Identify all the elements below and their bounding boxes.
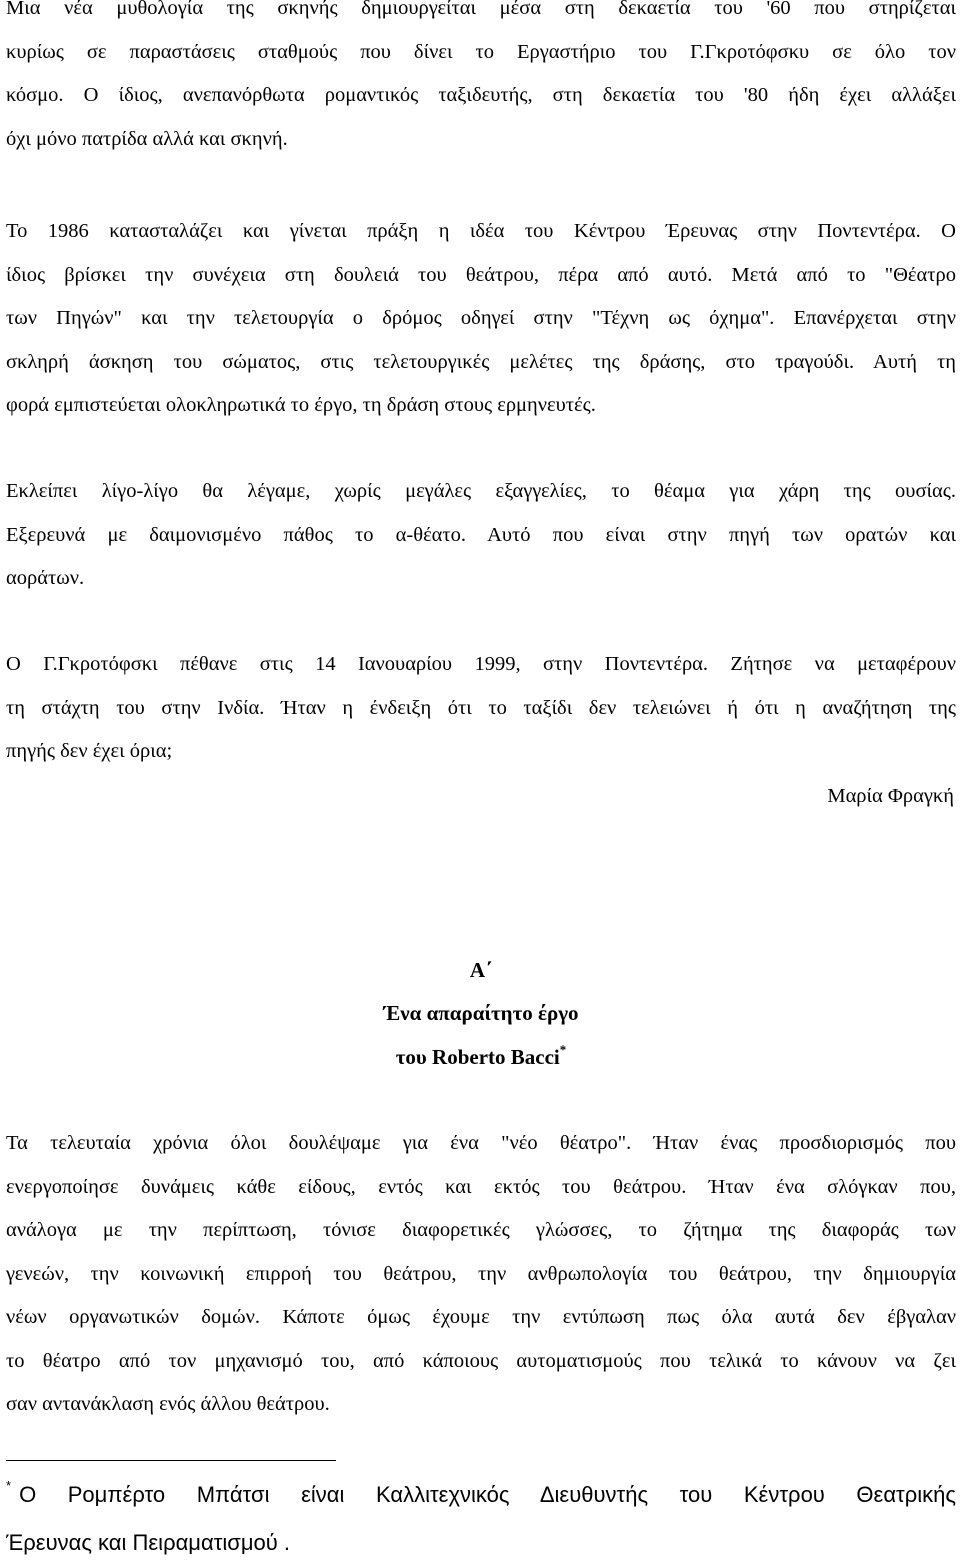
- paragraph-3: [6, 470, 956, 601]
- text-line: σαν αντανάκλαση ενός άλλου θεάτρου.: [6, 1393, 330, 1415]
- author-signature: Μαρία Φραγκή: [827, 785, 954, 807]
- text-line: ενεργοποίησε δυνάμεις κάθε είδους, εντός και εκτός του θεάτρου. Ήταν ένα σλόγκαν που,: [6, 1175, 956, 1198]
- text-line: νέων οργανωτικών δομών. Κάποτε όμως έχουμε την εντύπωση πως όλα αυτά δεν έβγαλαν: [6, 1306, 956, 1328]
- subtitle-text: του Roberto Bacci: [395, 1045, 560, 1069]
- text-line: αοράτων.: [6, 567, 85, 589]
- footnote-reference-mark[interactable]: *: [559, 1042, 567, 1057]
- section-letter: Α΄: [469, 958, 493, 982]
- section-title: Ένα απαραίτητο έργο: [383, 1001, 579, 1025]
- footnote-line: Έρευνας και Πειραματισμού .: [6, 1530, 291, 1555]
- text-line: φορά εμπιστεύεται ολοκληρωτικά το έργο, τη δράση στους ερμηνευτές.: [6, 394, 596, 416]
- footnote: [6, 1471, 956, 1567]
- paragraph-5: [6, 1122, 956, 1427]
- paragraph-2: [6, 210, 956, 428]
- text-line: σκληρή άσκηση του σώματος, στις τελετουργικές μελέτες της δράσης, στο τραγούδι. Αυτή τη: [6, 350, 956, 373]
- paragraph-4: [6, 643, 956, 774]
- text-line: το θέατρο από τον μηχανισμό του, από κάποιους αυτοματισμούς που τελικά το κάνουν να ζει: [6, 1349, 956, 1372]
- footnote-mark: *: [6, 1477, 12, 1493]
- text-line: όχι μόνο πατρίδα αλλά και σκηνή.: [6, 127, 288, 150]
- text-line: γενεών, την κοινωνική επιρροή του θεάτρου, την ανθρωπολογία του θεάτρου, την δημιουργία: [6, 1262, 956, 1285]
- footnote-separator: [6, 1460, 336, 1461]
- text-line: των Πηγών" και την τελετουργία ο δρόμος οδηγεί στην "Τέχνη ως όχημα". Επανέρχεται στην: [6, 307, 956, 329]
- text-line: Το 1986 κατασταλάζει και γίνεται πράξη η ιδέα του Κέντρου Έρευνας στην Ποντεντέρα. Ο: [6, 220, 956, 242]
- paragraph-1: [6, 0, 956, 161]
- text-line: Εξερευνά με δαιμονισμένο πάθος το α-θέατο. Αυτό που είναι στην πηγή των ορατών και: [6, 523, 956, 546]
- text-line: κόσμο. Ο ίδιος, ανεπανόρθωτα ρομαντικός ταξιδευτής, στη δεκαετία του '80 ήδη έχει αλλάξει: [6, 84, 956, 106]
- footnote-text: Ο Ρομπέρτο Μπάτσι είναι Καλλιτεχνικός Διευθυντής του Κέντρου Θεατρικής: [19, 1482, 956, 1507]
- text-line: Τα τελευταία χρόνια όλοι δουλέψαμε για ένα "νέο θέατρο". Ήταν ένας προσδιορισμός που: [6, 1132, 956, 1154]
- footnote-line: [6, 1471, 956, 1519]
- text-line: Ο Γ.Γκροτόφσκι πέθανε στις 14 Ιανουαρίου 1999, στην Ποντεντέρα. Ζήτησε να μεταφέρουν: [6, 653, 956, 675]
- text-line: ανάλογα με την περίπτωση, τόνισε διαφορετικές γλώσσες, το ζήτημα της διαφοράς των: [6, 1219, 956, 1241]
- text-line: Εκλείπει λίγο-λίγο θα λέγαμε, χωρίς μεγάλες εξαγγελίες, το θέαμα για χάρη της ουσίας.: [6, 480, 956, 502]
- section-subtitle: [6, 1036, 956, 1080]
- text-line: Μια νέα μυθολογία της σκηνής δημιουργείται μέσα στη δεκαετία του '60 που στηρίζεται: [6, 0, 956, 19]
- text-line: κυρίως σε παραστάσεις σταθμούς που δίνει το Εργαστήριο του Γ.Γκροτόφσκυ σε όλο τον: [6, 40, 956, 63]
- text-line: τη στάχτη του στην Ινδία. Ήταν η ένδειξη ότι το ταξίδι δεν τελειώνει ή ότι η αναζήτηση της: [6, 696, 956, 719]
- text-line: πηγής δεν έχει όρια;: [6, 740, 173, 762]
- text-line: ίδιος βρίσκει την συνέχεια στη δουλειά του θεάτρου, πέρα από αυτό. Μετά από το "Θέατρο: [6, 263, 956, 286]
